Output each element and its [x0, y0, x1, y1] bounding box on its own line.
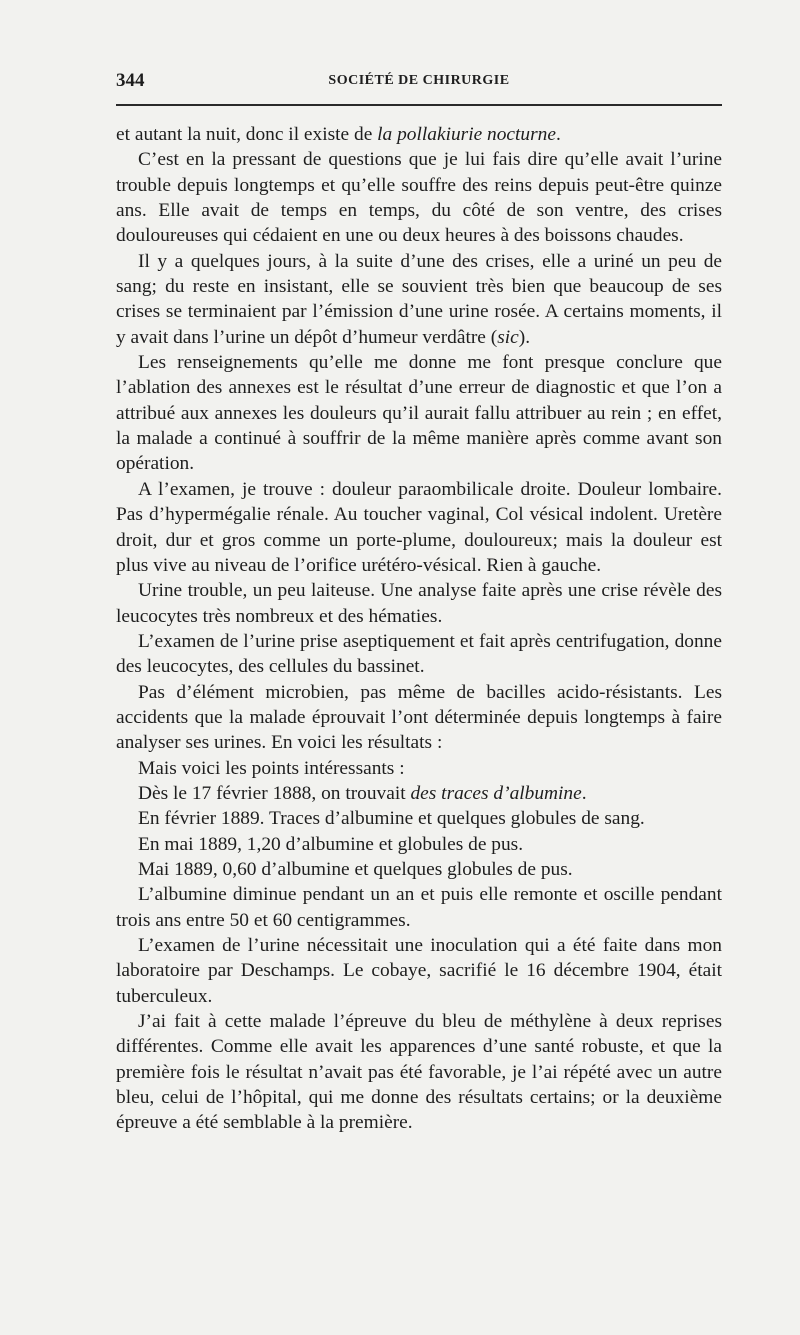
- paragraph: Pas d’élément microbien, pas même de bacilles acido-résistants. Les accidents que la malade éprouvait l’ont déterminée depuis longtemps à faire analyser ses urines. En voici les résultats :: [116, 681, 722, 754]
- paragraph: Urine trouble, un peu laiteuse. Une analyse faite après une crise révèle des leucocytes très nombreux et des hématies.: [116, 580, 722, 627]
- page-number: 344: [116, 70, 145, 91]
- paragraph: C’est en la pressant de questions que je lui fais dire qu’elle avait l’urine trouble depuis longtemps et qu’elle souffre des reins depuis peut-être quinze ans. Elle avait de temps en temps, du côté de son ventre, des crises douloureuses qui cédaient en une ou deux heures à des boissons chaudes.: [116, 149, 722, 247]
- paragraph: J’ai fait à cette malade l’épreuve du bleu de méthylène à deux reprises différentes. Comme elle avait les apparences d’une santé robuste, et que la première fois le résultat n’avait pas été favorable, je l’ai répété avec un autre bleu, celui de l’hôpital, qui me donne des résultats certains; or la deuxième épreuve a été semblable à la première.: [116, 1011, 722, 1134]
- paragraph: A l’examen, je trouve : douleur paraombilicale droite. Douleur lombaire. Pas d’hypermégalie rénale. Au toucher vaginal, Col vésical indolent. Uretère droit, dur et gros comme un porte-plume, douloureux; mais la douleur est plus vive au niveau de l’orifice urétéro-vésical. Rien à gauche.: [116, 478, 722, 576]
- paragraph: En février 1889. Traces d’albumine et quelques globules de sang.: [138, 808, 645, 830]
- paragraph: Mai 1889, 0,60 d’albumine et quelques globules de pus.: [138, 858, 573, 880]
- paragraph: L’examen de l’urine prise aseptiquement et fait après centrifugation, donne des leucocytes, des cellules du bassinet.: [116, 630, 722, 678]
- paragraph: En mai 1889, 1,20 d’albumine et globules de pus.: [138, 833, 524, 855]
- running-title: SOCIÉTÉ DE CHIRURGIE: [328, 73, 510, 88]
- page-header: [116, 66, 722, 96]
- paragraph: Dès le 17 février 1888, on trouvait des traces d’albumine.: [138, 782, 587, 804]
- paragraph: Les renseignements qu’elle me donne me font presque conclure que l’ablation des annexes est le résultat d’une erreur de diagnostic et que l’on a attribué aux annexes les douleurs qu’il aurait fallu attribuer au rein ; en effet, la malade a continué à souffrir de la même manière après comme avant son opération.: [116, 352, 722, 475]
- body-text: [116, 122, 722, 1136]
- header-rule: [116, 104, 722, 106]
- paragraph: L’examen de l’urine nécessitait une inoculation qui a été faite dans mon laboratoire par Deschamps. Le cobaye, sacrifié le 16 décembre 1904, était tuberculeux.: [116, 935, 722, 1007]
- paragraph: Mais voici les points intéressants :: [138, 757, 405, 779]
- paragraph: Il y a quelques jours, à la suite d’une des crises, elle a uriné un peu de sang; du reste en insistant, elle se souvient très bien que beaucoup de ses crises se terminaient par l’émission d’une urine rosée. A certains moments, il y avait dans l’urine un dépôt d’humeur verdâtre (sic).: [116, 250, 722, 348]
- paragraph: et autant la nuit, donc il existe de la pollakiurie nocturne.: [116, 124, 561, 145]
- paragraph: L’albumine diminue pendant un an et puis elle remonte et oscille pendant trois ans entre 50 et 60 centigrammes.: [116, 884, 722, 931]
